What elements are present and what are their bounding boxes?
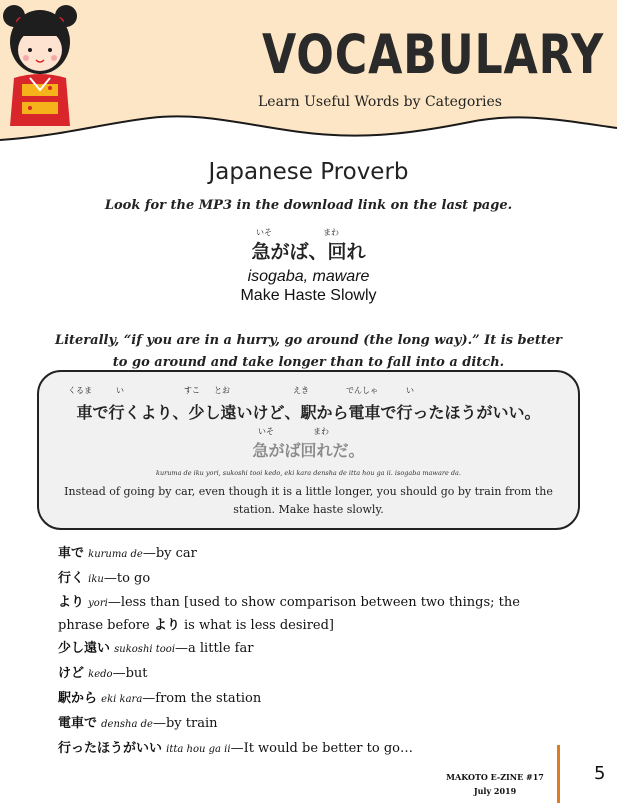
- list-item: [58, 637, 568, 662]
- vocab-japanese: 電車で: [58, 716, 98, 731]
- masthead-tagline: Learn Useful Words by Categories: [258, 94, 502, 110]
- proverb-literal-meaning: Literally, “if you are in a hurry, go around (the long way).” It is better to go around and take longer than to fall into a ditch.: [54, 333, 563, 370]
- vocab-romaji: iku: [88, 574, 104, 585]
- vocab-japanese: より: [58, 595, 85, 610]
- vocab-japanese: 車で: [58, 546, 85, 561]
- vocab-romaji: densha de: [101, 719, 153, 730]
- list-item: [58, 542, 568, 567]
- list-item: [58, 592, 568, 637]
- furigana: まわ: [323, 228, 339, 237]
- furigana: えき: [293, 386, 309, 395]
- footer-date: July 2019: [473, 786, 517, 796]
- furigana: すこ: [184, 386, 200, 395]
- vocab-japanese: 少し遠い: [58, 641, 111, 656]
- vocab-japanese: より: [153, 618, 180, 633]
- vocab-japanese: けど: [58, 666, 85, 681]
- furigana: とお: [214, 386, 230, 395]
- list-item: [58, 567, 568, 592]
- furigana: い: [406, 386, 414, 395]
- proverb-english: Make Haste Slowly: [240, 287, 377, 304]
- vocab-meaning: —by car: [142, 546, 197, 561]
- example-english: Instead of going by car, even though it is a little longer, you should go by train from the station. Make haste slowly.: [64, 485, 553, 516]
- vocab-romaji: kuruma de: [88, 549, 143, 560]
- vocab-japanese: 行く: [58, 571, 85, 586]
- vocab-japanese: 駅から: [58, 691, 98, 706]
- page-number: 5: [594, 763, 606, 784]
- vocab-meaning: —a little far: [175, 641, 254, 656]
- vocab-meaning: —by train: [152, 716, 218, 731]
- list-item: [58, 737, 568, 762]
- furigana: いそ: [258, 427, 274, 436]
- vocab-romaji: eki kara: [101, 694, 143, 705]
- furigana: まわ: [313, 427, 329, 436]
- kokeshi-doll-icon: [0, 0, 80, 128]
- vocab-meaning: —less than [used to show comparison between two things; the phrase before: [58, 595, 520, 633]
- vocab-romaji: itta hou ga ii: [166, 744, 231, 755]
- example-sentence-japanese: 車で行くより、少し遠いけど、駅から電車で行ったほうがいい。: [76, 403, 541, 422]
- footer-magazine: MAKOTO E-ZINE #17: [446, 772, 544, 782]
- vocab-meaning: —but: [112, 666, 148, 681]
- furigana: くるま: [68, 386, 92, 395]
- vocab-romaji: kedo: [88, 669, 113, 680]
- masthead-title: VOCABULARY: [262, 23, 605, 86]
- furigana: でんしゃ: [346, 386, 378, 395]
- furigana: い: [116, 386, 124, 395]
- footer-accent-bar: [557, 745, 560, 803]
- mp3-note: Look for the MP3 in the download link on the last page.: [104, 198, 513, 213]
- section-title: Japanese Proverb: [208, 159, 409, 185]
- vocab-meaning: —to go: [103, 571, 151, 586]
- furigana: いそ: [256, 228, 272, 237]
- vocabulary-list: [58, 542, 568, 762]
- list-item: [58, 662, 568, 687]
- vocab-meaning: is what is less desired]: [179, 618, 335, 633]
- vocab-japanese: 行ったほうがいい: [58, 741, 163, 756]
- example-romaji: kuruma de iku yori, sukoshi tooi kedo, eki kara densha de itta hou ga ii. isogaba maware da.: [156, 469, 461, 477]
- list-item: [58, 687, 568, 712]
- header-banner: [0, 0, 617, 150]
- list-item: [58, 712, 568, 737]
- vocab-romaji: sukoshi tooi: [114, 644, 176, 655]
- vocab-romaji: yori: [88, 598, 108, 609]
- vocab-meaning: —from the station: [142, 691, 262, 706]
- vocab-meaning: —It would be better to go…: [230, 741, 413, 756]
- example-proverb-japanese: 急がば回れだ。: [252, 441, 365, 460]
- proverb-japanese: 急がば、回れ: [251, 241, 366, 263]
- proverb-romaji: isogaba, maware: [247, 268, 370, 285]
